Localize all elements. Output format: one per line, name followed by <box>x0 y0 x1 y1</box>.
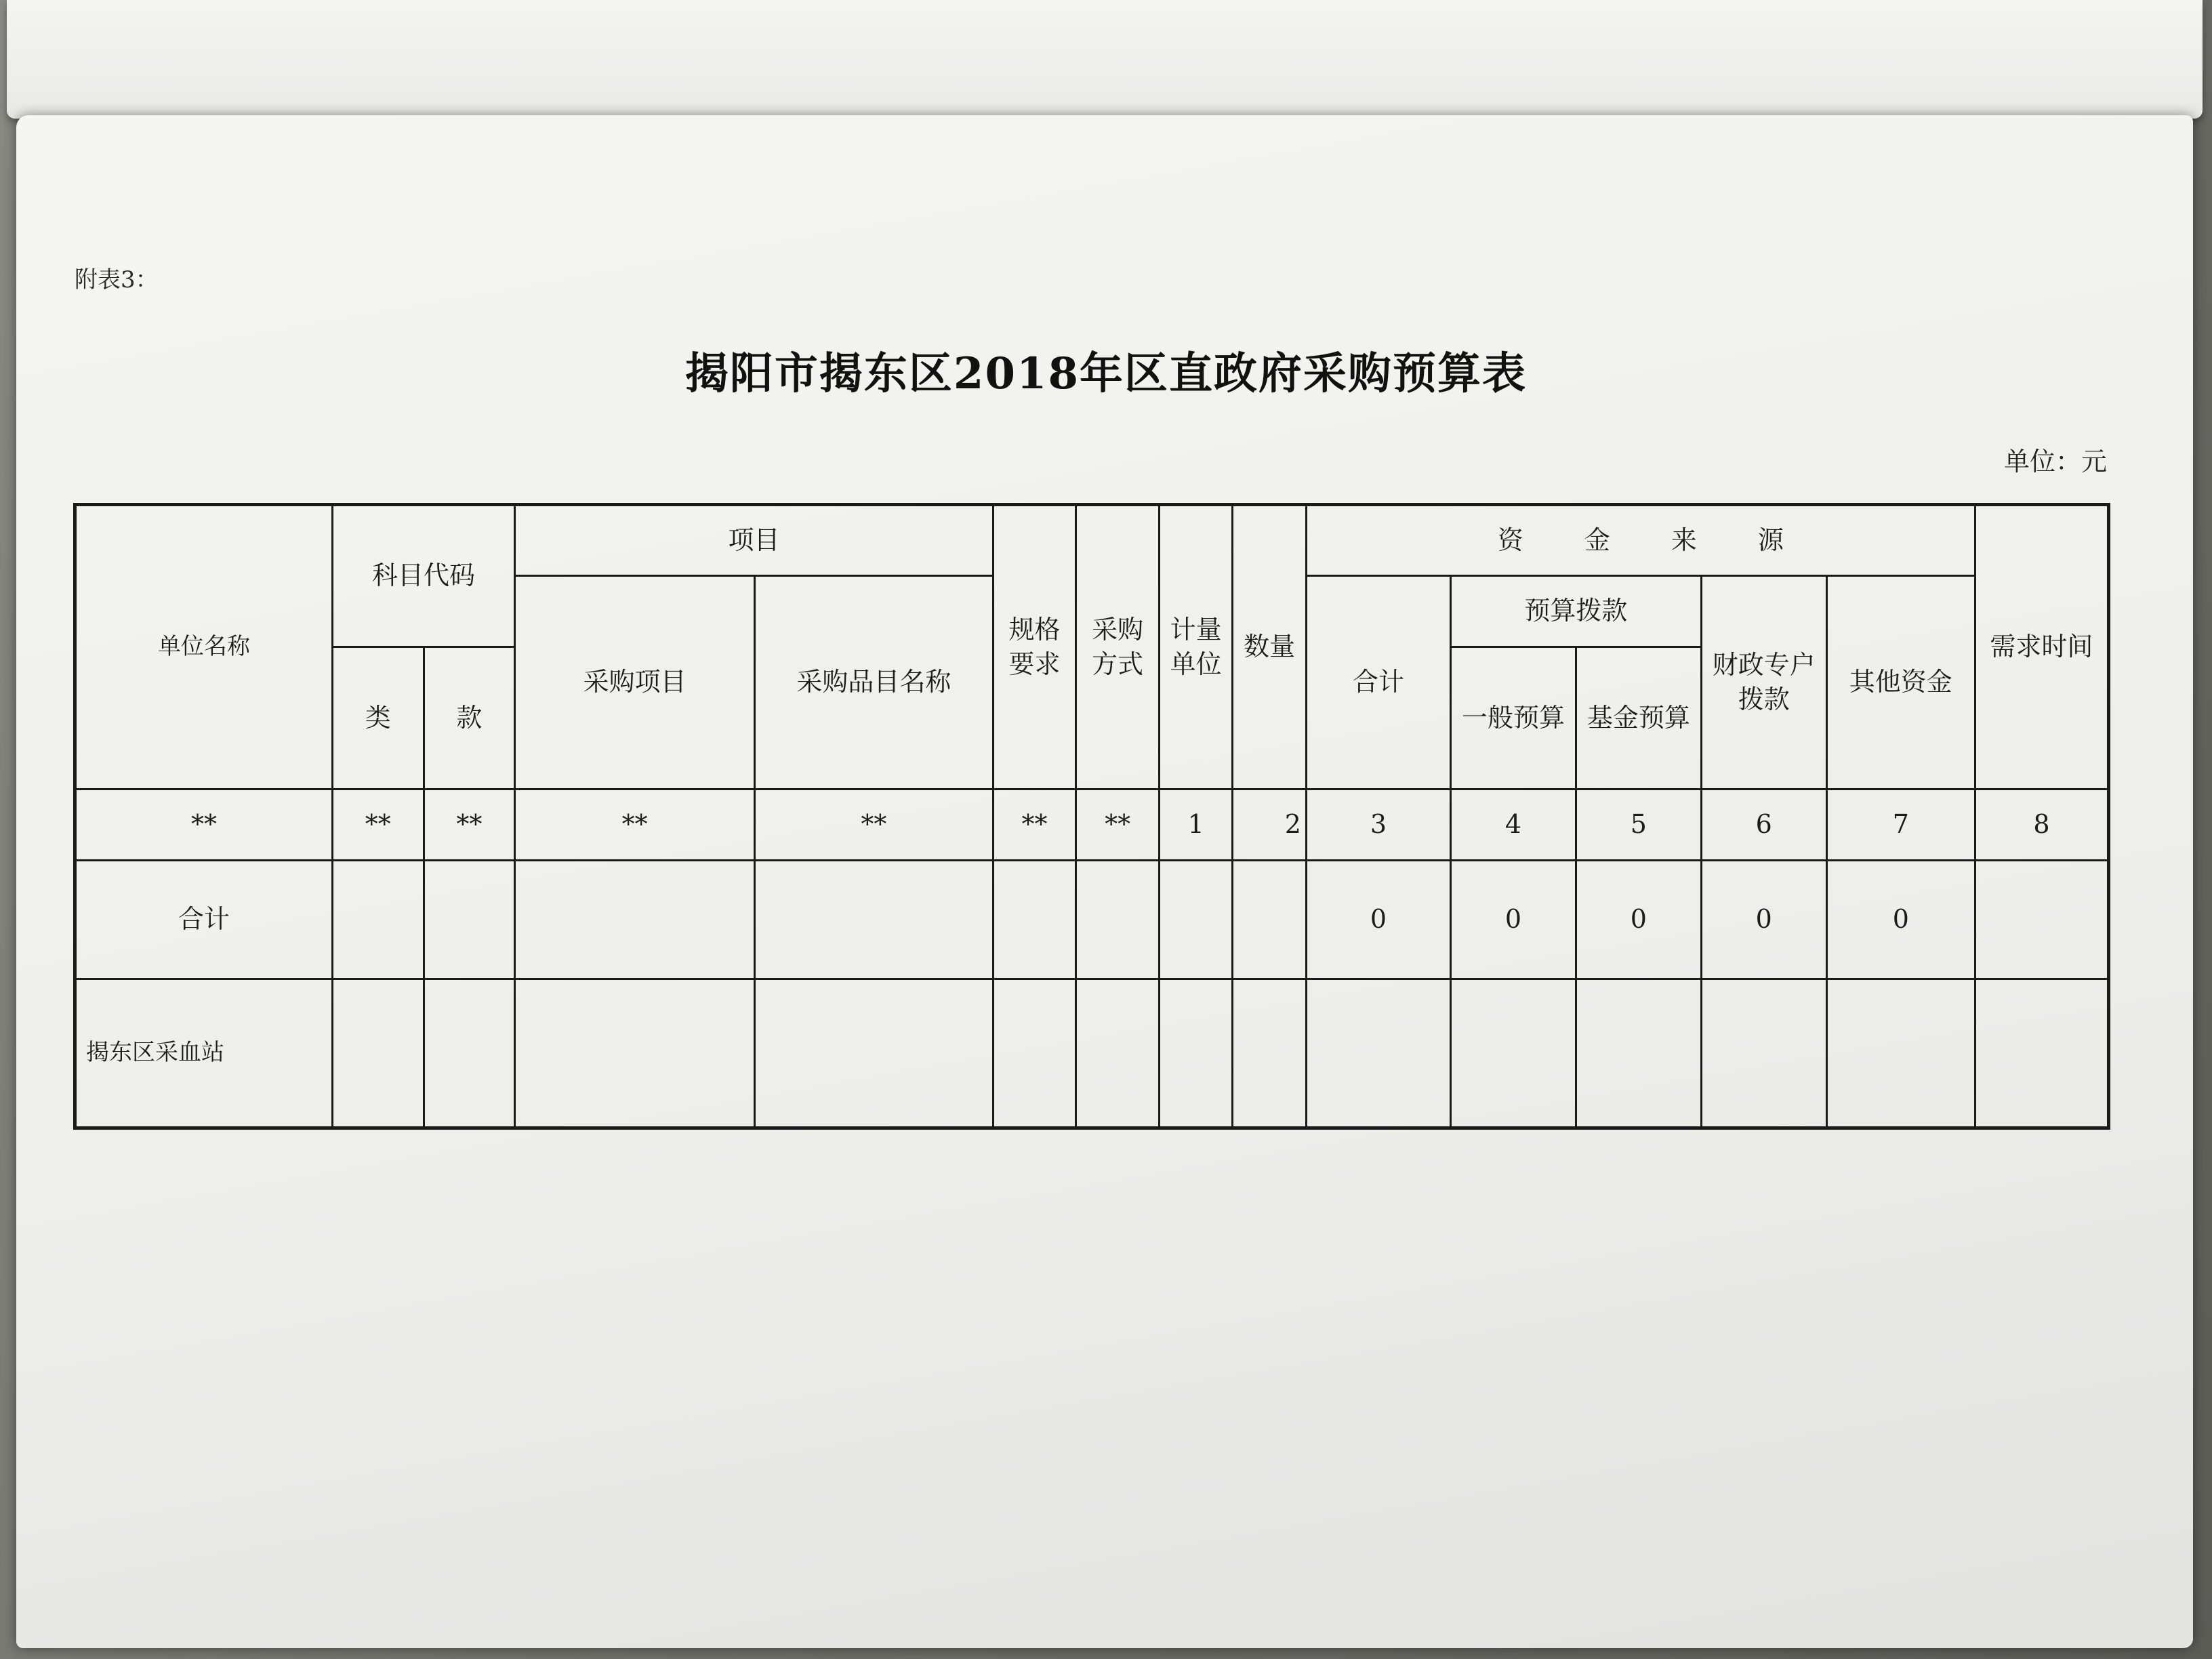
header-finance-special-line1: 财政专户 <box>1712 649 1816 680</box>
empty-cell <box>754 979 993 1128</box>
header-general-budget: 一般预算 <box>1451 647 1576 790</box>
procurement-budget-table <box>73 503 2110 1130</box>
index-cell: ** <box>754 790 993 861</box>
currency-unit-label: 单位：元 <box>2003 447 2107 476</box>
header-finance-special <box>1701 576 1826 790</box>
index-cell: 3 <box>1306 790 1450 861</box>
header-unit-name: 单位名称 <box>75 505 333 790</box>
empty-cell <box>1233 861 1307 979</box>
empty-cell <box>1076 861 1160 979</box>
header-measure-line1: 计量 <box>1170 614 1222 644</box>
empty-cell <box>1159 861 1233 979</box>
header-subject-code: 科目代码 <box>332 505 514 647</box>
header-category: 类 <box>332 647 424 790</box>
empty-cell <box>515 979 755 1128</box>
row-unit-name: 揭东区采血站 <box>75 979 333 1128</box>
header-spec-line1: 规格 <box>1008 614 1061 644</box>
empty-cell <box>1451 979 1576 1128</box>
empty-cell <box>1975 979 2108 1128</box>
total-other-funds: 0 <box>1826 861 1975 979</box>
index-cell: ** <box>75 790 333 861</box>
empty-cell <box>1159 979 1233 1128</box>
index-cell: ** <box>332 790 424 861</box>
index-cell: 4 <box>1451 790 1576 861</box>
index-cell: 8 <box>1975 790 2108 861</box>
header-fund-total: 合计 <box>1306 576 1450 790</box>
empty-cell <box>1306 979 1450 1128</box>
index-cell: 5 <box>1576 790 1701 861</box>
empty-cell <box>332 979 424 1128</box>
index-cell: ** <box>1076 790 1160 861</box>
header-budget-allocation: 预算拨款 <box>1451 576 1702 647</box>
header-method-line1: 采购 <box>1092 614 1144 644</box>
column-index-row <box>75 790 2109 861</box>
header-procurement-catalog-name: 采购品目名称 <box>754 576 993 790</box>
index-cell: 2 <box>1233 790 1307 861</box>
empty-cell <box>424 979 515 1128</box>
total-row <box>75 861 2109 979</box>
header-quantity: 数量 <box>1233 505 1307 790</box>
header-measure-unit <box>1159 505 1233 790</box>
index-cell: 7 <box>1826 790 1975 861</box>
empty-cell <box>1233 979 1307 1128</box>
empty-cell <box>1576 979 1701 1128</box>
header-demand-time: 需求时间 <box>1975 505 2108 790</box>
index-cell: ** <box>424 790 515 861</box>
total-finance-special: 0 <box>1701 861 1826 979</box>
index-cell: ** <box>515 790 755 861</box>
header-other-funds: 其他资金 <box>1826 576 1975 790</box>
header-spec-line2: 要求 <box>1008 649 1061 679</box>
header-section: 款 <box>424 647 515 790</box>
empty-cell <box>1701 979 1826 1128</box>
empty-cell <box>424 861 515 979</box>
header-project: 项目 <box>515 505 994 576</box>
empty-cell <box>1975 861 2108 979</box>
empty-cell <box>332 861 424 979</box>
underlying-page <box>7 0 2203 119</box>
empty-cell <box>1076 979 1160 1128</box>
index-cell: 1 <box>1159 790 1233 861</box>
empty-cell <box>993 861 1076 979</box>
total-label: 合计 <box>75 861 333 979</box>
index-cell: ** <box>993 790 1076 861</box>
table-row <box>75 979 2109 1128</box>
header-finance-special-line2: 拨款 <box>1738 684 1790 714</box>
index-cell: 6 <box>1701 790 1826 861</box>
header-fund-source: 资金来源 <box>1306 505 1975 576</box>
empty-cell <box>754 861 993 979</box>
empty-cell <box>993 979 1076 1128</box>
total-fund-budget: 0 <box>1576 861 1701 979</box>
header-measure-line2: 单位 <box>1170 649 1222 679</box>
empty-cell <box>1826 979 1975 1128</box>
header-procurement-item: 采购项目 <box>515 576 755 790</box>
attachment-label: 附表3： <box>75 266 159 293</box>
header-spec <box>993 505 1076 790</box>
document-title: 揭阳市揭东区2018年区直政府采购预算表 <box>684 348 1528 399</box>
header-method-line2: 方式 <box>1092 649 1144 679</box>
total-general-budget: 0 <box>1451 861 1576 979</box>
header-method <box>1076 505 1160 790</box>
total-fund-total: 0 <box>1306 861 1450 979</box>
header-fund-budget: 基金预算 <box>1576 647 1701 790</box>
empty-cell <box>515 861 755 979</box>
